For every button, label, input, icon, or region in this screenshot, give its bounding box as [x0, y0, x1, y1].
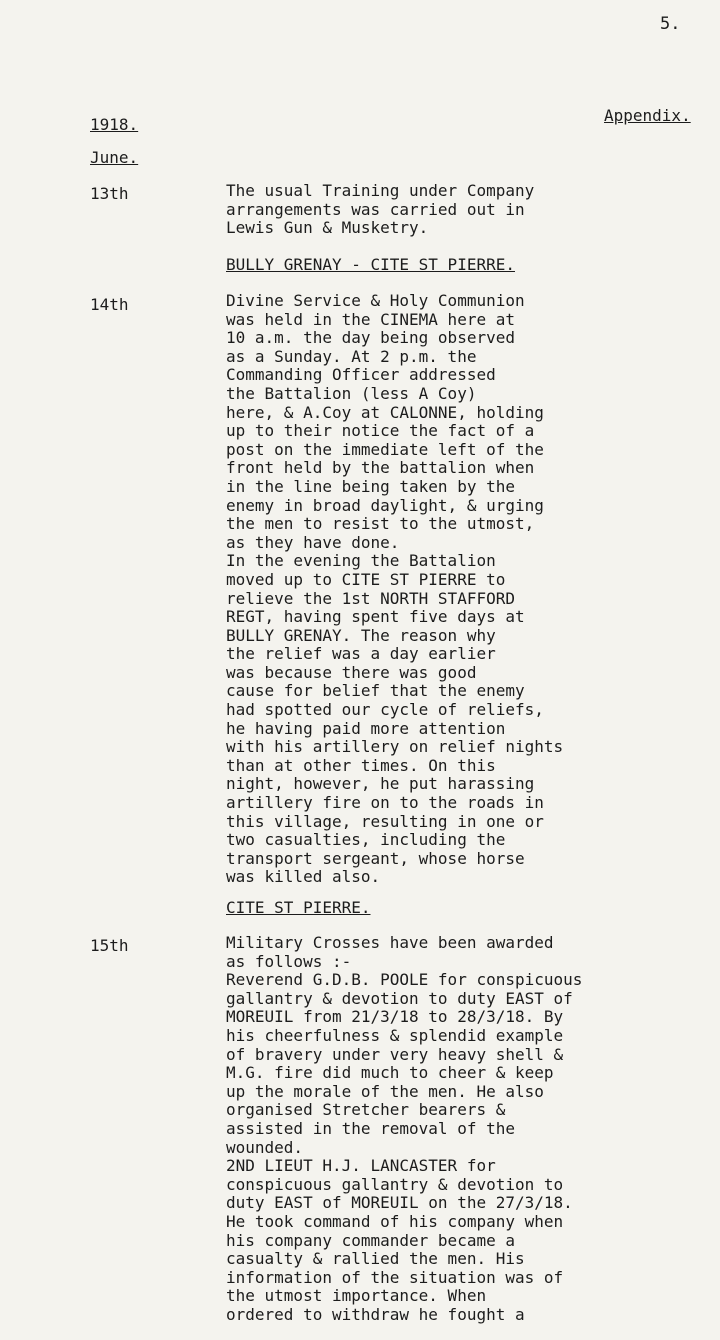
text-line: the utmost importance. When — [226, 1286, 487, 1306]
text-line: up to their notice the fact of a — [226, 421, 535, 441]
text-line: up the morale of the men. He also — [226, 1081, 544, 1101]
text-line: artillery fire on to the roads in — [226, 793, 544, 813]
text-line: two casualties, including the — [226, 830, 506, 850]
text-line: the Battalion (less A Coy) — [226, 383, 477, 403]
text-line: The usual Training under Company — [226, 181, 535, 200]
year-heading: 1918. — [90, 115, 139, 134]
entry-text — [226, 292, 563, 887]
text-line: of bravery under very heavy shell & — [226, 1044, 564, 1064]
month-heading: June. — [90, 148, 139, 167]
text-line: Divine Service & Holy Communion — [226, 291, 525, 310]
text-line: Lewis Gun & Musketry. — [226, 218, 429, 238]
text-line: In the evening the Battalion — [226, 551, 496, 571]
text-line: than at other times. On this — [226, 755, 496, 775]
text-line: duty EAST of MOREUIL on the 27/3/18. — [226, 1193, 573, 1213]
text-line: Reverend G.D.B. POOLE for conspicuous — [226, 970, 583, 990]
text-line: his company commander became a — [226, 1230, 515, 1250]
text-line: his cheerfulness & splendid example — [226, 1025, 564, 1045]
text-line: moved up to CITE ST PIERRE to — [226, 569, 506, 589]
entry-text — [226, 182, 534, 238]
text-line: assisted in the removal of the — [226, 1118, 515, 1138]
text-line: as follows :- — [226, 951, 352, 971]
text-line: had spotted our cycle of reliefs, — [226, 700, 544, 720]
text-line: BULLY GRENAY. The reason why — [226, 625, 496, 645]
text-line: front held by the battalion when — [226, 458, 535, 478]
text-line: with his artillery on relief nights — [226, 737, 564, 757]
text-line: MOREUIL from 21/3/18 to 28/3/18. By — [226, 1007, 564, 1027]
text-line: post on the immediate left of the — [226, 439, 544, 459]
text-line: transport sergeant, whose horse — [226, 848, 525, 868]
appendix-heading: Appendix. — [604, 106, 691, 125]
text-line: was because there was good — [226, 662, 477, 682]
entry-text — [226, 934, 582, 1324]
page-number: 5. — [660, 14, 681, 34]
text-line: was killed also. — [226, 867, 381, 887]
text-line: this village, resulting in one or — [226, 811, 544, 831]
text-line: M.G. fire did much to cheer & keep — [226, 1063, 554, 1083]
text-line: night, however, he put harassing — [226, 774, 535, 794]
text-line: the men to resist to the utmost, — [226, 514, 535, 534]
text-line: conspicuous gallantry & devotion to — [226, 1174, 564, 1194]
text-line: the relief was a day earlier — [226, 644, 496, 664]
text-line: arrangements was carried out in — [226, 199, 525, 219]
section-heading: BULLY GRENAY - CITE ST PIERRE. — [226, 255, 515, 274]
text-line: enemy in broad daylight, & urging — [226, 495, 544, 515]
text-line: here, & A.Coy at CALONNE, holding — [226, 402, 544, 422]
text-line: REGT, having spent five days at — [226, 607, 525, 627]
text-line: He took command of his company when — [226, 1211, 564, 1231]
text-line: gallantry & devotion to duty EAST of — [226, 988, 573, 1008]
text-line: ordered to withdraw he fought a — [226, 1304, 525, 1324]
text-line: Commanding Officer addressed — [226, 365, 496, 385]
text-line: as a Sunday. At 2 p.m. the — [226, 346, 477, 366]
text-line: Military Crosses have been awarded — [226, 933, 554, 952]
text-line: organised Stretcher bearers & — [226, 1100, 506, 1120]
text-line: wounded. — [226, 1137, 304, 1157]
section-heading: CITE ST PIERRE. — [226, 898, 371, 917]
text-line: information of the situation was of — [226, 1267, 564, 1287]
entry-date: 14th — [90, 295, 129, 314]
text-line: casualty & rallied the men. His — [226, 1249, 525, 1269]
text-line: cause for belief that the enemy — [226, 681, 525, 701]
text-line: was held in the CINEMA here at — [226, 309, 515, 329]
text-line: he having paid more attention — [226, 718, 506, 738]
text-line: 2ND LIEUT H.J. LANCASTER for — [226, 1156, 496, 1176]
text-line: relieve the 1st NORTH STAFFORD — [226, 588, 515, 608]
entry-date: 13th — [90, 184, 129, 203]
text-line: as they have done. — [226, 532, 400, 552]
text-line: 10 a.m. the day being observed — [226, 328, 515, 348]
text-line: in the line being taken by the — [226, 476, 515, 496]
entry-date: 15th — [90, 936, 129, 955]
